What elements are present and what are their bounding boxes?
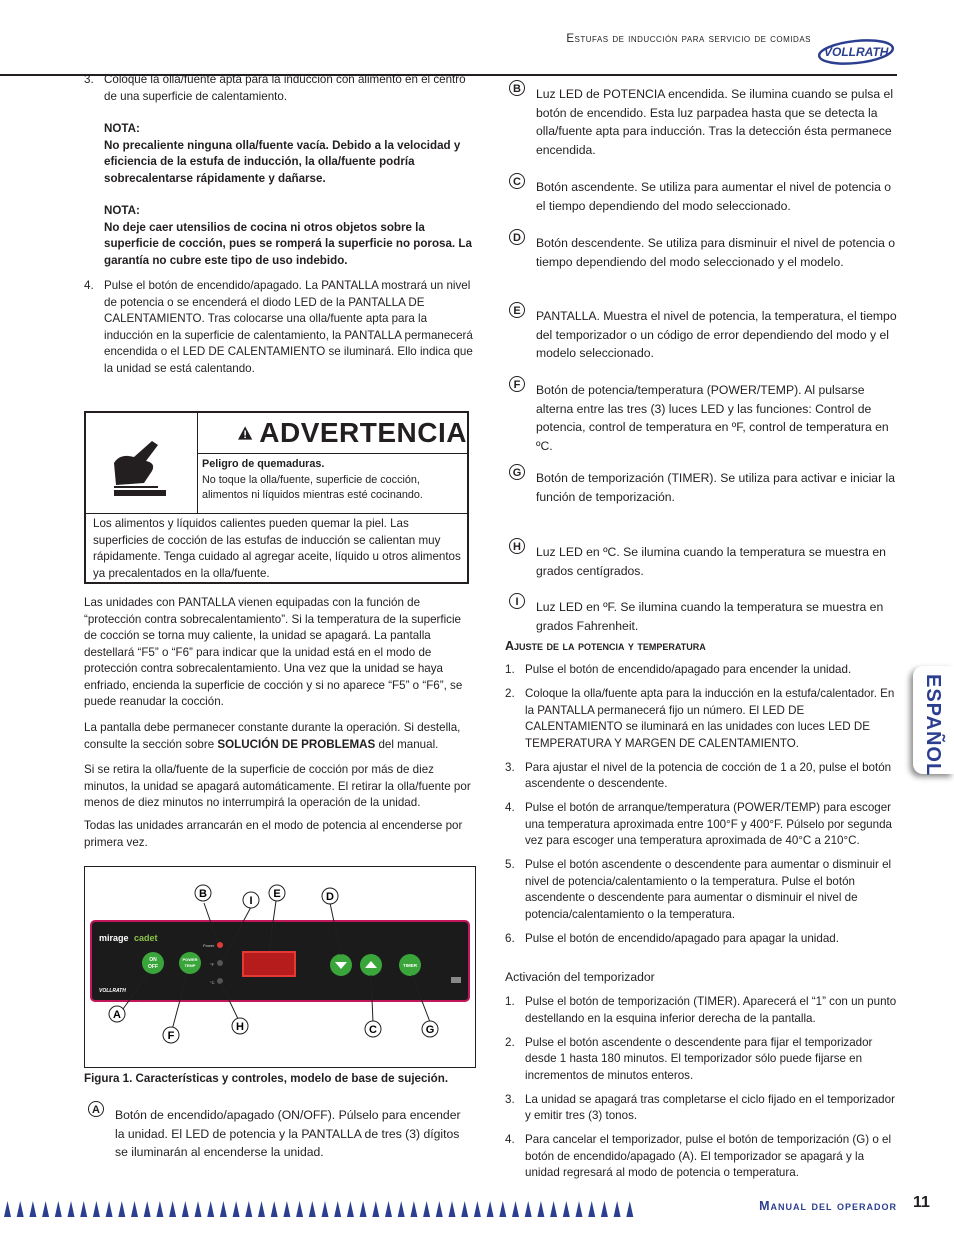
footer-triangle <box>93 1201 100 1217</box>
footer-triangle <box>474 1201 481 1217</box>
footer-triangle <box>436 1201 443 1217</box>
step-3: 3. Coloque la olla/fuente apta para la inducción con alimento en el centro de una superficie de calentamiento. <box>84 73 466 103</box>
footer-triangle <box>207 1201 214 1217</box>
feature-text: Luz LED en ºC. Se ilumina cuando la temperatura se muestra en grados centígrados. <box>536 545 886 578</box>
list-item: 4. Para cancelar el temporizador, pulse el botón de temporización (G) o el botón de encendido/apagado (A). El temporizador se apagará y la unidad regresará al modo de potencia o temperatura. <box>505 1133 892 1179</box>
footer-triangle <box>512 1201 519 1217</box>
footer-triangle-strip <box>0 1199 650 1219</box>
panel-brand: mirage <box>99 933 129 943</box>
panel-model: cadet <box>134 933 158 943</box>
svg-text:TEMP: TEMP <box>184 963 196 968</box>
footer-triangle <box>17 1201 24 1217</box>
footer-triangle <box>245 1201 252 1217</box>
ajuste-heading: Ajuste de la potencia y temperatura <box>505 639 706 653</box>
footer-triangle <box>449 1201 456 1217</box>
footer-triangle <box>626 1201 633 1217</box>
svg-text:POWER: POWER <box>182 957 198 962</box>
footer-triangle <box>156 1201 163 1217</box>
footer-triangle <box>588 1201 595 1217</box>
page-number: 11 <box>913 1194 930 1211</box>
footer-triangle <box>372 1201 379 1217</box>
list-item: 2. Pulse el botón ascendente o descendente para fijar el temporizador desde 1 hasta 180 minutos. El temporizador sólo puede fijarse en incrementos de minutos enteros. <box>505 1035 873 1082</box>
pan-removal-paragraph: Si se retira la olla/fuente de la superficie de cocción por más de diez minutos, la unidad se apagará automáticamente. El retirar la olla/fuente por menos de diez minutos no interrumpirá la operación de la unidad. <box>84 763 471 809</box>
feature-letter: G <box>509 464 525 480</box>
hazard-description: Peligro de quemaduras. No toque la olla/fuente, superficie de cocción, alimentos ni líquidos mientras esté cocinando. <box>202 458 423 501</box>
footer-triangle <box>487 1201 494 1217</box>
startup-paragraph: Todas las unidades arrancarán en el modo de potencia al encenderse por primera vez. <box>84 819 463 849</box>
callout-c: C <box>369 1024 377 1036</box>
svg-text:OFF: OFF <box>148 964 158 970</box>
list-item: 2. Coloque la olla/fuente apta para la inducción en la estufa/calentador. En la PANTALLA permanecerá fijo un número. El LED DE CALENTAMIENTO se iluminará en las unidades con luces LED DE TEMPERATURA Y MARGEN DE CALENTAMIENTO. <box>505 687 895 750</box>
footer-triangle <box>220 1201 227 1217</box>
svg-text:Power: Power <box>203 943 215 948</box>
footer-triangle <box>55 1201 62 1217</box>
feature-text: Botón de temporización (TIMER). Se utiliza para activar e iniciar la función de temporización. <box>536 471 896 504</box>
list-item: 6. Pulse el botón de encendido/apagado para apagar la unidad. <box>505 931 839 945</box>
list-item: 4. Pulse el botón de arranque/temperatura (POWER/TEMP) para escoger una temperatura aproximada entre 100°F y 400°F. Púlselo por segunda vez para escoger una temperatura aproximada de 40°C a 210°C. <box>505 801 892 847</box>
footer-triangle <box>499 1201 506 1217</box>
svg-text:°C: °C <box>210 980 215 985</box>
footer-triangle <box>271 1201 278 1217</box>
footer-triangle <box>309 1201 316 1217</box>
language-tab[interactable] <box>913 666 954 777</box>
footer-triangle <box>29 1201 36 1217</box>
footer-title: Manual del operador <box>759 1199 897 1213</box>
callout-g: G <box>425 1024 435 1036</box>
item-a-text: Botón de encendido/apagado (ON/OFF). Púlselo para encender la unidad. El LED de potencia y la PANTALLA de tres (3) dígitos se iluminarán al encenderse la unidad. <box>115 1108 461 1159</box>
footer-triangle <box>537 1201 544 1217</box>
header-title: Estufas de inducción para servicio de comidas <box>566 33 811 45</box>
warning-triangle-icon <box>237 418 253 448</box>
feature-text: Luz LED en ºF. Se ilumina cuando la temperatura se muestra en grados Fahrenheit. <box>536 600 884 633</box>
feature-letter: F <box>509 376 525 392</box>
footer-triangle <box>563 1201 570 1217</box>
list-item: 3. Para ajustar el nivel de la potencia de cocción de 1 a 20, pulse el botón ascendente o descendente. <box>505 760 892 790</box>
burn-hazard-icon <box>86 413 197 513</box>
footer-triangle <box>423 1201 430 1217</box>
feature-text: Botón de potencia/temperatura (POWER/TEMP). Al pulsarse alterna entre las tres (3) luces LED y las funciones: Control de potencia, control de temperatura en ºF, control de temperatura en ºC. <box>536 383 889 454</box>
footer-triangle <box>169 1201 176 1217</box>
feature-letter: B <box>509 80 525 96</box>
overheat-paragraph: Las unidades con PANTALLA vienen equipadas con la función de “protección contra sobrecalentamiento”. Si la temperatura de la superficie de cocción se torna muy caliente, la unidad se apagará. La pantalla destellará “F5” o “F6” para indicar que la unidad está en el modo de protección contra sobrecalentamiento. Una vez que la unidad se haya enfriado, encienda la superficie de cocción y si no aparece “F5” o “F6”, se puede reanudar la cocción. <box>84 596 463 708</box>
display-paragraph: La pantalla debe permanecer constante durante la operación. Si destella, consulte la sección sobre SOLUCIÓN DE PROBLEMAS del manual. <box>84 721 461 751</box>
feature-text: Botón ascendente. Se utiliza para aumentar el nivel de potencia o el tiempo dependiendo del modo seleccionado. <box>536 180 892 213</box>
footer-triangle <box>144 1201 151 1217</box>
footer-triangle <box>398 1201 405 1217</box>
footer-triangle <box>410 1201 417 1217</box>
warning-body: Los alimentos y líquidos calientes pueden quemar la piel. Las superficies de cocción de las estufas de inducción se calientan muy rápidamente. Tenga cuidado al agregar aceite, líquido u otros alimentos ya precalentados en la olla/fuente. <box>93 517 461 580</box>
feature-letter: I <box>509 593 525 609</box>
ajuste-steps <box>505 662 897 955</box>
footer-triangle <box>106 1201 113 1217</box>
list-item: 1. Pulse el botón de temporización (TIMER). Aparecerá el “1” con un punto destellando en la esquina inferior derecha de la pantalla. <box>505 995 897 1025</box>
language-tab-label: ESPAÑOL <box>922 674 944 777</box>
footer-triangle <box>258 1201 265 1217</box>
warning-box <box>84 411 469 584</box>
footer-triangle <box>283 1201 290 1217</box>
item-a-letter: A <box>88 1101 104 1117</box>
nota-1: NOTA: No precaliente ninguna olla/fuente vacía. Debido a la velocidad y eficiencia de la estufa de inducción, la olla/fuente podría sobrecalentarse rápidamente y dañarse. <box>104 122 461 185</box>
footer-triangle <box>525 1201 532 1217</box>
timer-steps <box>505 994 897 1189</box>
footer-triangle <box>68 1201 75 1217</box>
feature-letter: E <box>509 302 525 318</box>
footer-triangle <box>347 1201 354 1217</box>
footer-triangle <box>334 1201 341 1217</box>
footer-triangle <box>296 1201 303 1217</box>
footer-triangle <box>118 1201 125 1217</box>
svg-text:°F: °F <box>210 962 215 967</box>
warning-title: ADVERTENCIA <box>259 417 467 448</box>
footer-triangle <box>601 1201 608 1217</box>
footer-triangle <box>182 1201 189 1217</box>
footer-triangle <box>131 1201 138 1217</box>
callout-f: F <box>167 1030 175 1042</box>
feature-text: Botón descendente. Se utiliza para disminuir el nivel de potencia o tiempo dependiendo del modo seleccionado y el modelo. <box>536 236 896 269</box>
callout-b: B <box>199 888 207 900</box>
figure-caption: Figura 1. Características y controles, modelo de base de sujeción. <box>84 1072 449 1085</box>
footer-triangle <box>80 1201 87 1217</box>
callout-d: D <box>326 891 334 903</box>
footer-triangle <box>195 1201 202 1217</box>
list-item: 3. La unidad se apagará tras completarse el ciclo fijado en el temporizador y emitir tres (3) tonos. <box>505 1092 895 1122</box>
panel-footer-brand: VOLLRATH <box>99 988 126 994</box>
footer-triangle <box>461 1201 468 1217</box>
step-4: 4. Pulse el botón de encendido/apagado. La PANTALLA mostrará un nivel de potencia o se encenderá el diodo LED de la PANTALLA DE CALENTAMIENTO. Tras colocarse una olla/fuente apta para la inducción en la superficie de calentamiento, la PANTALLA permanecerá encendida o el LED DE CALENTAMIENTO se iluminará. Ello indica que la unidad se está calentando. <box>84 279 473 375</box>
control-panel-diagram <box>85 867 475 1067</box>
feature-letter: D <box>509 229 525 245</box>
callout-a: A <box>113 1009 121 1021</box>
warning-header <box>197 413 467 454</box>
footer-triangle <box>360 1201 367 1217</box>
callout-i: I <box>249 895 253 907</box>
feature-text: PANTALLA. Muestra el nivel de potencia, la temperatura, el tiempo del temporizador o un código de error dependiendo del modo y el modelo seleccionado. <box>536 309 897 361</box>
feature-letter: H <box>509 538 525 554</box>
troubleshooting-ref: SOLUCIÓN DE PROBLEMAS <box>217 737 376 751</box>
callout-e: E <box>273 888 281 900</box>
footer-triangle <box>42 1201 49 1217</box>
feature-text: Luz LED de POTENCIA encendida. Se ilumina cuando se pulsa el botón de encendido. Esta luz parpadea hasta que se detecta la olla/fuente apta para inducción. Tras la detección ésta permanece encendida. <box>536 87 894 158</box>
footer-triangle <box>233 1201 240 1217</box>
timer-heading: Activación del temporizador <box>505 970 655 984</box>
svg-text:ON: ON <box>149 957 157 963</box>
brand-text: VOLLRATH <box>824 45 889 59</box>
nota-2: NOTA: No deje caer utensilios de cocina ni otros objetos sobre la superficie de cocción, pues se romperá la superficie no porosa. La garantía no cubre este tipo de uso indebido. <box>104 204 472 267</box>
list-item: 5. Pulse el botón ascendente o descendente para aumentar o disminuir el nivel de potencia/calentamiento o la temperatura. Pulse el botón ascendente o descendente para aumentar o disminuir el nivel de potencia/calentamiento o la temperatura. <box>505 858 892 921</box>
footer-triangle <box>4 1201 11 1217</box>
footer-triangle <box>322 1201 329 1217</box>
footer-triangle <box>550 1201 557 1217</box>
vollrath-logo <box>818 37 896 65</box>
footer-triangle <box>385 1201 392 1217</box>
c-led <box>217 978 223 984</box>
hazard-pictogram <box>86 413 198 513</box>
list-item: 1. Pulse el botón de encendido/apagado para encender la unidad. <box>505 663 852 676</box>
feature-letter: C <box>509 173 525 189</box>
on-off-button[interactable] <box>142 952 164 974</box>
footer-triangle <box>614 1201 621 1217</box>
figure-controls <box>84 866 476 1068</box>
footer-triangle <box>576 1201 583 1217</box>
svg-text:TIMER: TIMER <box>403 963 417 968</box>
callout-h: H <box>236 1021 244 1033</box>
